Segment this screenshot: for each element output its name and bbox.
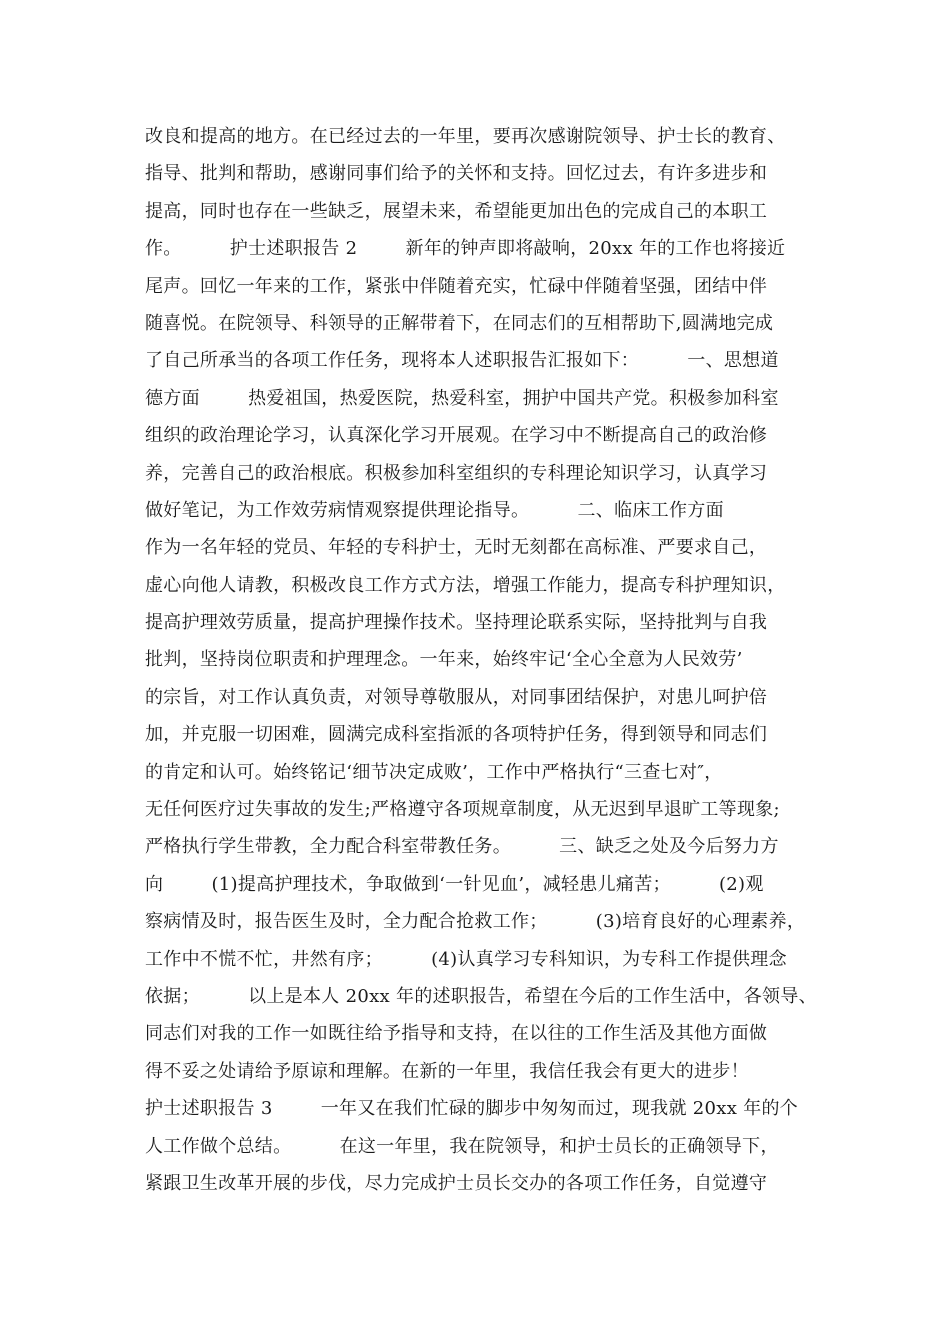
text-line: 指导、批判和帮助，感谢同事们给予的关怀和支持。回忆过去，有许多进步和 [145,163,768,185]
document-body [145,118,825,1202]
text-line: 做好笔记，为工作效劳病情观察提供理论指导。 二、临床工作方面 [145,499,724,521]
text-line: 作。 护士述职报告 2 新年的钟声即将敲响，20xx 年的工作也将接近 [145,238,786,260]
text-line: 无任何医疗过失事故的发生;严格遵守各项规章制度，从无迟到早退旷工等现象; [145,799,780,821]
text-line: 了自己所承当的各项工作任务，现将本人述职报告汇报如下： 一、思想道 [145,350,779,372]
text-line: 同志们对我的工作一如既往给予指导和支持，在以往的工作生活及其他方面做 [145,1023,768,1045]
text-line: 提高，同时也存在一些缺乏，展望未来，希望能更加出色的完成自己的本职工 [145,200,768,222]
text-line: 严格执行学生带教，全力配合科室带教任务。 三、缺乏之处及今后努力方 [145,836,779,858]
text-line: 加，并克服一切困难，圆满完成科室指派的各项特护任务，得到领导和同志们 [145,724,768,746]
text-line: 向 (1)提高护理技术，争取做到‘一针见血’，减轻患儿痛苦； (2)观 [145,873,764,895]
text-line: 的宗旨，对工作认真负责，对领导尊敬服从，对同事团结保护，对患儿呵护倍 [145,686,768,708]
text-line: 依据； 以上是本人 20xx 年的述职报告，希望在今后的工作生活中，各领导、 [145,985,817,1007]
text-line: 紧跟卫生改革开展的步伐，尽力完成护士员长交办的各项工作任务，自觉遵守 [145,1172,768,1194]
text-line: 护士述职报告 3 一年又在我们忙碌的脚步中匆匆而过，现我就 20xx 年的个 [145,1098,799,1120]
text-line: 组织的政治理论学习，认真深化学习开展观。在学习中不断提高自己的政治修 [145,425,768,447]
text-line: 作为一名年轻的党员、年轻的专科护士，无时无刻都在高标准、严要求自己， [145,537,768,559]
text-line: 察病情及时，报告医生及时，全力配合抢救工作； (3)培育良好的心理素养， [145,911,806,933]
text-line: 养，完善自己的政治根底。积极参加科室组织的专科理论知识学习，认真学习 [145,462,768,484]
text-line: 得不妥之处请给予原谅和理解。在新的一年里，我信任我会有更大的进步！ [145,1060,749,1082]
text-line: 尾声。回忆一年来的工作，紧张中伴随着充实，忙碌中伴随着坚强，团结中伴 [145,275,768,297]
text-line: 虚心向他人请教，积极改良工作方式方法，增强工作能力，提高专科护理知识， [145,574,786,596]
text-line: 随喜悦。在院领导、科领导的正解带着下，在同志们的互相帮助下,圆满地完成 [145,312,774,334]
text-line: 德方面 热爱祖国，热爱医院，热爱科室，拥护中国共产党。积极参加科室 [145,387,779,409]
text-line: 工作中不慌不忙，井然有序； (4)认真学习专科知识，为专科工作提供理念 [145,948,787,970]
text-line: 的肯定和认可。始终铭记‘细节决定成败’，工作中严格执行“三查七对″， [145,761,723,783]
text-line: 批判，坚持岗位职责和护理理念。一年来，始终牢记‘全心全意为人民效劳’ [145,649,743,671]
text-line: 提高护理效劳质量，提高护理操作技术。坚持理论联系实际，坚持批判与自我 [145,612,768,634]
text-line: 人工作做个总结。 在这一年里，我在院领导，和护士员长的正确领导下， [145,1135,779,1157]
text-line: 改良和提高的地方。在已经过去的一年里，要再次感谢院领导、护士长的教育、 [145,126,786,147]
